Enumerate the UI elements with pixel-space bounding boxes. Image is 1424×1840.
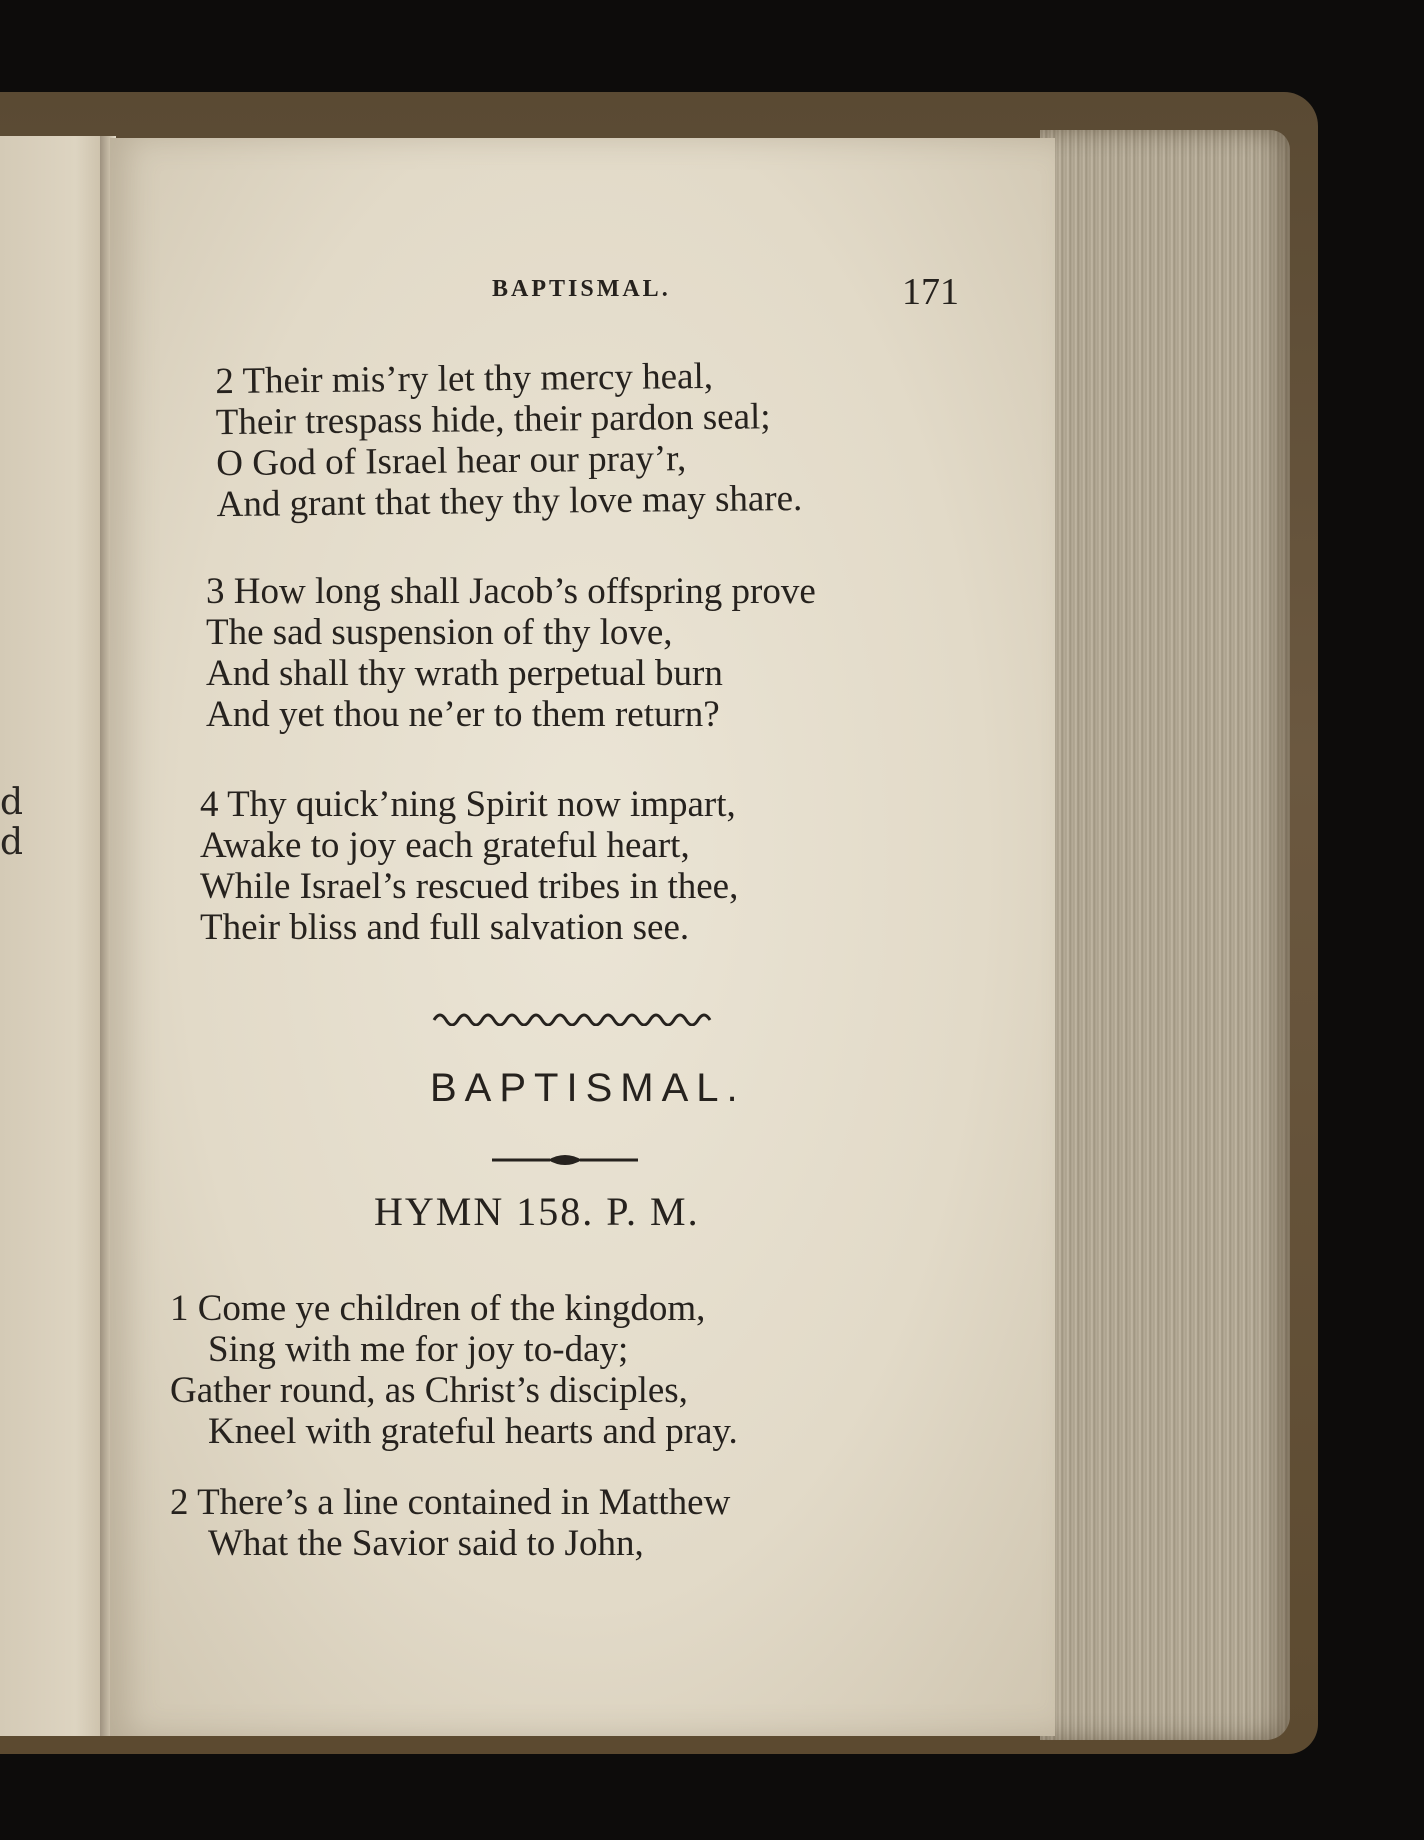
verse-line: Sing with me for joy to-day; <box>208 1329 629 1370</box>
verse-line: Their trespass hide, their pardon seal; <box>215 396 771 444</box>
verse-line: 4 Thy quick’ning Spirit now impart, <box>200 784 736 825</box>
verse-line: 3 How long shall Jacob’s offspring prove <box>206 571 816 612</box>
verse-line: Kneel with grateful hearts and pray. <box>208 1411 738 1452</box>
verse-line: Awake to joy each grateful heart, <box>200 825 690 866</box>
hymn-verse <box>170 1288 738 1452</box>
hymn-title: HYMN 158. P. M. <box>374 1189 700 1234</box>
verse-line: And grant that they thy love may share. <box>216 477 803 526</box>
left-page-fragment: d <box>0 782 24 823</box>
hymn-verse <box>170 1482 730 1564</box>
verse-line: Their bliss and full salvation see. <box>200 907 690 948</box>
verse-line: While Israel’s rescued tribes in thee, <box>200 866 739 907</box>
page-edges <box>1040 130 1290 1740</box>
verse-line: 2 Their mis’ry let thy mercy heal, <box>215 355 714 403</box>
left-page <box>0 136 108 1736</box>
verse-line: 1 Come ye children of the kingdom, <box>170 1288 706 1329</box>
verse-line: And shall thy wrath perpetual burn <box>206 653 723 694</box>
verse-line: And yet thou ne’er to them return? <box>206 694 720 735</box>
ornamental-rule <box>490 1150 640 1170</box>
verse-line: O God of Israel hear our pray’r, <box>216 438 687 485</box>
page-number: 171 <box>902 271 959 313</box>
verse-line: 2 There’s a line contained in Matthew <box>170 1482 731 1523</box>
verse-line: Gather round, as Christ’s disciples, <box>170 1370 688 1411</box>
hymn-verse <box>200 784 738 948</box>
hymn-verse <box>215 355 802 525</box>
wavy-divider <box>432 1008 712 1026</box>
right-page <box>110 138 1055 1736</box>
verse-line: The sad suspension of thy love, <box>206 612 673 653</box>
running-head: BAPTISMAL. <box>492 276 671 302</box>
section-heading: BAPTISMAL. <box>430 1066 746 1110</box>
hymn-verse <box>206 571 816 735</box>
verse-line: What the Savior said to John, <box>208 1523 644 1564</box>
left-page-fragment: d <box>0 822 24 863</box>
